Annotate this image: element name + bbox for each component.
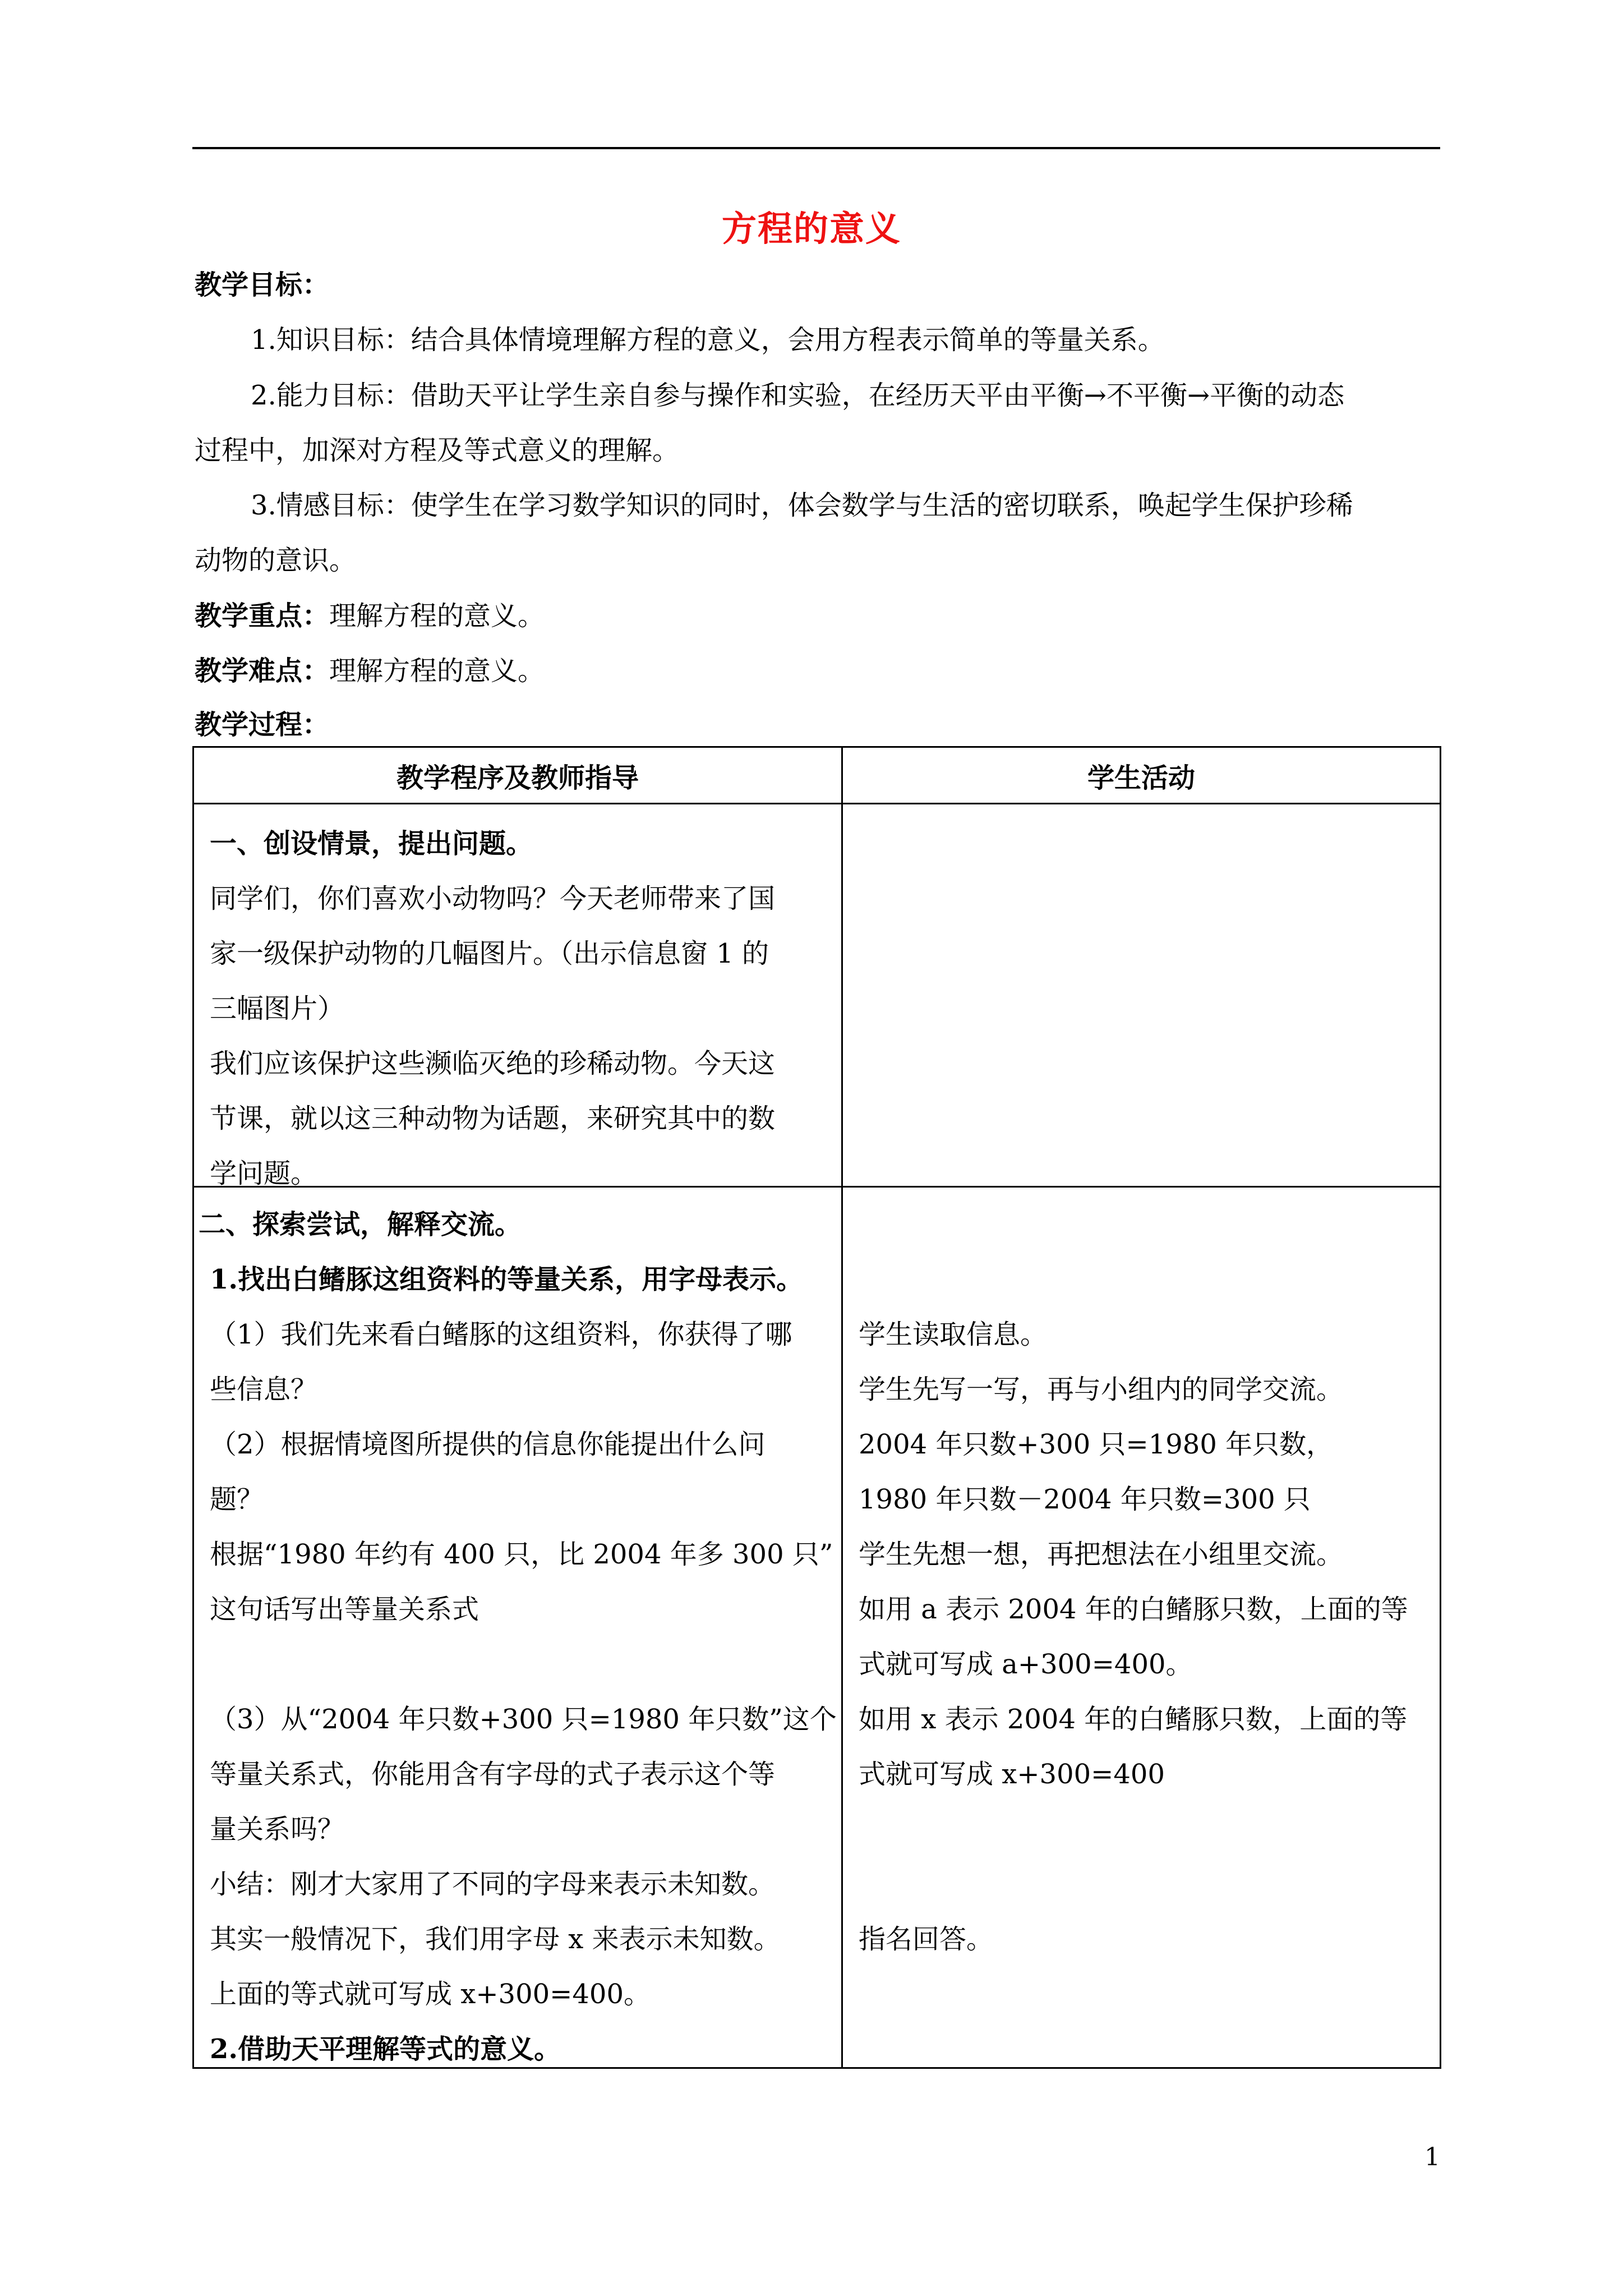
key-point-text: 理解方程的意义。 (329, 600, 545, 632)
process-table (192, 746, 1441, 2069)
objective-line: 1.知识目标：结合具体情境理解方程的意义，会用方程表示简单的等量关系。 (251, 324, 1165, 356)
key-point (195, 599, 545, 633)
row1-right-cell (842, 804, 1441, 1187)
student-activity: 2004 年只数+300 只=1980 年只数， (859, 1429, 1334, 1460)
student-activity: 如用 x 表示 2004 年的白鳍豚只数，上面的等 (859, 1704, 1408, 1735)
row1-left-cell (193, 804, 842, 1187)
cell-text: （3）从“2004 年只数+300 只=1980 年只数”这个 (210, 1704, 837, 1735)
difficulty-text: 理解方程的意义。 (329, 655, 545, 687)
student-activity: 式就可写成 a+300=400。 (859, 1649, 1193, 1680)
cell-text: 题？ (210, 1484, 264, 1515)
student-activity: 指名回答。 (859, 1924, 994, 1955)
objectives-heading: 教学目标： (195, 269, 330, 301)
student-activity: 学生先写一写，再与小组内的同学交流。 (859, 1374, 1344, 1405)
header-teacher: 教学程序及教师指导 (193, 747, 842, 804)
cell-text: 我们应该保护这些濒临灭绝的珍稀动物。今天这 (210, 1048, 776, 1079)
objective-line: 过程中，加深对方程及等式意义的理解。 (195, 435, 680, 466)
student-activity: 如用 a 表示 2004 年的白鳍豚只数，上面的等 (859, 1594, 1408, 1625)
student-activity: 式就可写成 x+300=400 (859, 1759, 1165, 1790)
subsection-heading: 1.找出白鳍豚这组资料的等量关系，用字母表示。 (210, 1264, 804, 1295)
table-row (193, 804, 1441, 1187)
cell-text: 量关系吗？ (210, 1814, 345, 1845)
cell-text: 根据“1980 年约有 400 只，比 2004 年多 300 只” (210, 1539, 833, 1570)
difficulty-label: 教学难点： (195, 655, 330, 687)
objective-line: 2.能力目标：借助天平让学生亲自参与操作和实验，在经历天平由平衡→不平衡→平衡的动态 (251, 380, 1345, 411)
process-heading: 教学过程： (195, 709, 330, 740)
header-student: 学生活动 (842, 747, 1441, 804)
table-row (193, 1187, 1441, 2068)
objective-line: 动物的意识。 (195, 545, 357, 576)
cell-text: （2）根据情境图所提供的信息你能提出什么问 (210, 1429, 766, 1460)
page-title: 方程的意义 (721, 208, 901, 249)
student-activity: 学生先想一想，再把想法在小组里交流。 (859, 1539, 1344, 1570)
cell-text: 些信息？ (210, 1374, 318, 1405)
cell-text: 三幅图片） (210, 993, 345, 1024)
row2-right-cell (842, 1187, 1441, 2068)
cell-text: 家一级保护动物的几幅图片。（出示信息窗 1 的 (210, 938, 769, 969)
key-point-label: 教学重点： (195, 600, 330, 632)
cell-text: （1）我们先来看白鳍豚的这组资料，你获得了哪 (210, 1319, 792, 1350)
cell-text: 等量关系式，你能用含有字母的式子表示这个等 (210, 1759, 776, 1790)
row2-left-cell (193, 1187, 842, 2068)
section-heading: 一、创设情景，提出问题。 (210, 828, 533, 859)
table-header-row (193, 747, 1441, 804)
page-number: 1 (1424, 2143, 1440, 2171)
cell-text: 节课，就以这三种动物为话题，来研究其中的数 (210, 1103, 776, 1134)
cell-text: 小结：刚才大家用了不同的字母来表示未知数。 (210, 1869, 776, 1900)
student-activity: 学生读取信息。 (859, 1319, 1048, 1350)
student-activity: 1980 年只数－2004 年只数=300 只 (859, 1484, 1311, 1515)
cell-text: 这句话写出等量关系式 (210, 1594, 479, 1625)
difficulty (195, 654, 545, 688)
cell-text: 同学们，你们喜欢小动物吗？今天老师带来了国 (210, 883, 776, 914)
header-rule (192, 147, 1440, 149)
cell-text: 上面的等式就可写成 x+300=400。 (210, 1978, 651, 2010)
cell-text: 其实一般情况下，我们用字母 x 来表示未知数。 (210, 1924, 781, 1955)
objective-line: 3.情感目标：使学生在学习数学知识的同时，体会数学与生活的密切联系，唤起学生保护珍稀 (251, 490, 1353, 521)
cell-text: 学问题。 (210, 1158, 318, 1189)
subsection-heading: 2.借助天平理解等式的意义。 (210, 2033, 561, 2065)
section-heading: 二、探索尝试，解释交流。 (199, 1209, 522, 1240)
